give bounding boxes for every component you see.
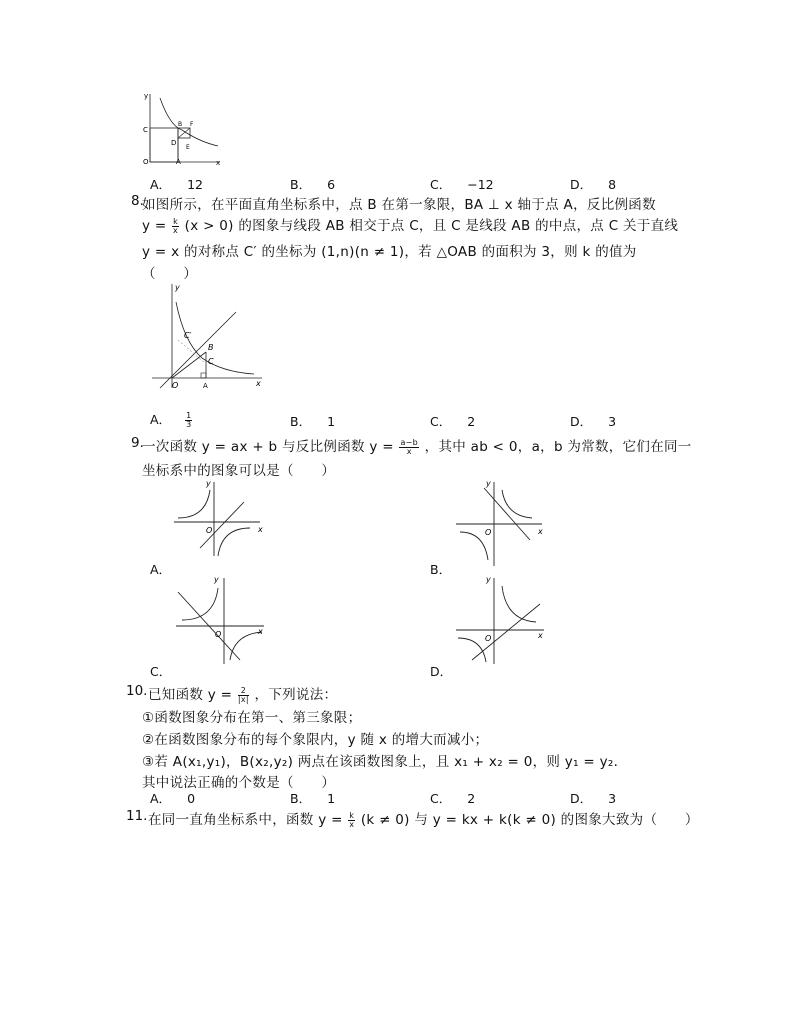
q8-label-c: C: [208, 357, 214, 366]
q11-frac-num: k: [349, 810, 355, 820]
q10-frac-num: 2: [238, 687, 249, 696]
q9-option-d[interactable]: D．: [430, 664, 453, 679]
q9-fraction: [399, 439, 419, 456]
q8-line-2-post: (x > 0) 的图象与线段 AB 相交于点 C，且 C 是线段 AB 的中点，点 C 关于直线: [184, 218, 679, 234]
q10-statement-3: ③若 A(x₁,y₁)，B(x₂,y₂) 两点在该函数图象上，且 x₁ + x₂ = 0，则 y₁ = y₂．: [142, 754, 628, 770]
q9-a-label-o: O: [206, 526, 213, 535]
q9-d-label-o: O: [485, 634, 492, 643]
q7-option-d[interactable]: [570, 175, 616, 193]
q7-option-c[interactable]: [430, 175, 494, 193]
q8-option-c-value: 2: [467, 414, 476, 429]
q8-option-b[interactable]: [290, 412, 335, 430]
q8-label-x: x: [256, 379, 261, 388]
q10-option-b-letter: B．: [290, 791, 312, 806]
q8-option-c[interactable]: [430, 412, 475, 430]
q7-label-d: D: [171, 139, 177, 147]
q7-option-b-letter: B．: [290, 177, 312, 192]
q7-option-c-letter: C．: [430, 177, 452, 192]
q7-label-f: F: [190, 121, 194, 128]
q9-c-label-o: O: [215, 630, 222, 639]
q9-frac-num: a−b: [400, 437, 419, 447]
q8-option-a-letter: A．: [150, 412, 172, 427]
q8-line-2: [142, 214, 678, 235]
q8-number: 8.: [131, 193, 144, 209]
q10-statement-2: ②在函数图象分布的每个象限内，y 随 x 的增大而减小；: [142, 732, 489, 748]
q8-fraction: [172, 218, 179, 235]
q7-label-x: x: [216, 159, 221, 167]
q7-label-c: C: [143, 126, 148, 134]
q8-option-d[interactable]: [570, 412, 616, 430]
q10-statement-1: ①函数图象分布在第一、第三象限；: [142, 710, 362, 726]
q9-frac-den: x: [406, 446, 412, 456]
q10-option-b-value: 1: [327, 791, 336, 806]
q7-option-b[interactable]: [290, 175, 335, 193]
q9-b-label-o: O: [485, 528, 492, 537]
q9-a-label-x: x: [258, 525, 263, 534]
q7-label-y: y: [144, 92, 149, 100]
q7-label-o: O: [143, 158, 149, 166]
q9-line-1: [142, 435, 692, 456]
q10-option-c-value: 2: [467, 791, 476, 806]
q10-option-a-letter: A．: [150, 791, 172, 806]
q10-number: 10.: [126, 683, 148, 699]
q11-number: 11.: [126, 808, 148, 824]
q11-fraction: [348, 812, 355, 829]
q10-option-d-value: 3: [608, 791, 617, 806]
q7-figure: [140, 90, 230, 165]
q10-option-c[interactable]: [430, 789, 475, 807]
q11-line-1-post: (k ≠ 0) 与 y = kx + k(k ≠ 0) 的图象大致为（ ）: [360, 812, 699, 828]
q8-option-c-letter: C．: [430, 414, 452, 429]
q8-line-4: （ ）: [142, 266, 198, 282]
q8-option-b-letter: B．: [290, 414, 312, 429]
q8-option-d-letter: D．: [570, 414, 593, 429]
q10-line-1-post: ，下列说法：: [254, 687, 338, 703]
q9-graph-a: [170, 478, 270, 558]
q9-a-label-y: y: [206, 479, 211, 488]
q9-number: 9.: [131, 435, 144, 451]
q11-frac-den: x: [349, 819, 355, 829]
q9-option-a[interactable]: A．: [150, 562, 172, 577]
q9-d-label-y: y: [486, 575, 491, 584]
q8-option-a[interactable]: [150, 410, 193, 429]
q8-option-b-value: 1: [327, 414, 336, 429]
q7-option-d-value: 8: [608, 177, 617, 192]
q10-option-b[interactable]: [290, 789, 335, 807]
q8-label-y: y: [175, 283, 180, 292]
q7-label-a: A: [176, 158, 181, 166]
q10-option-a-value: 0: [187, 791, 196, 806]
q8-label-cprime: C′: [184, 331, 192, 340]
q8-label-o: O: [172, 381, 179, 390]
q7-option-a-value: 12: [187, 177, 203, 192]
q9-b-label-y: y: [486, 479, 491, 488]
q8-label-a: A: [203, 382, 208, 390]
q9-graph-c: [172, 574, 272, 666]
q11-line-1-pre: 在同一直角坐标系中，函数 y =: [148, 812, 343, 828]
q10-line-1: [148, 683, 337, 704]
q9-c-label-x: x: [258, 627, 263, 636]
q9-b-label-x: x: [538, 527, 543, 536]
q7-label-b: B: [178, 121, 183, 128]
q9-line-1-pre: 一次函数 y = ax + b 与反比例函数 y =: [142, 439, 394, 455]
q8-frac-den: x: [173, 225, 179, 235]
q7-label-e: E: [186, 144, 190, 151]
q10-option-d-letter: D．: [570, 791, 593, 806]
q9-line-2: 坐标系中的图象可以是（ ）: [142, 463, 336, 479]
q8-frac-num: k: [173, 216, 179, 226]
q10-fraction: [238, 687, 249, 704]
q7-option-a-letter: A．: [150, 177, 172, 192]
q9-option-b[interactable]: B．: [430, 562, 452, 577]
q10-option-a[interactable]: [150, 789, 195, 807]
q7-option-c-value: −12: [467, 177, 494, 192]
q8-line-2-pre: y =: [142, 218, 167, 234]
q9-c-label-y: y: [214, 575, 219, 584]
q10-statement-4: 其中说法正确的个数是（ ）: [142, 775, 336, 791]
q10-frac-den: |x|: [237, 694, 249, 704]
q9-option-c[interactable]: C．: [150, 664, 172, 679]
q7-option-a[interactable]: [150, 175, 203, 193]
q8-line-1: 如图所示，在平面直角坐标系中，点 B 在第一象限，BA ⊥ x 轴于点 A，反比例函数: [142, 197, 656, 213]
q9-d-label-x: x: [538, 631, 543, 640]
q8-option-a-fraction: [185, 412, 192, 429]
q8-option-a-den: 3: [186, 420, 192, 429]
q8-line-3: y = x 的对称点 C′ 的坐标为 (1,n)(n ≠ 1)，若 △OAB 的面积为 3，则 k 的值为: [142, 244, 637, 260]
q9-graph-d: [452, 574, 552, 666]
q10-option-c-letter: C．: [430, 791, 452, 806]
q9-graph-b: [452, 478, 552, 568]
q8-figure: [150, 280, 270, 395]
q7-option-d-letter: D．: [570, 177, 593, 192]
q10-option-d[interactable]: [570, 789, 616, 807]
q9-line-1-post: ，其中 ab < 0，a，b 为常数，它们在同一: [424, 439, 692, 455]
q10-line-1-pre: 已知函数 y =: [148, 687, 233, 703]
q7-option-b-value: 6: [327, 177, 336, 192]
q11-line-1: [148, 808, 699, 829]
q8-label-b: B: [208, 343, 214, 352]
q8-option-d-value: 3: [608, 414, 617, 429]
q8-option-a-num: 1: [186, 411, 192, 420]
